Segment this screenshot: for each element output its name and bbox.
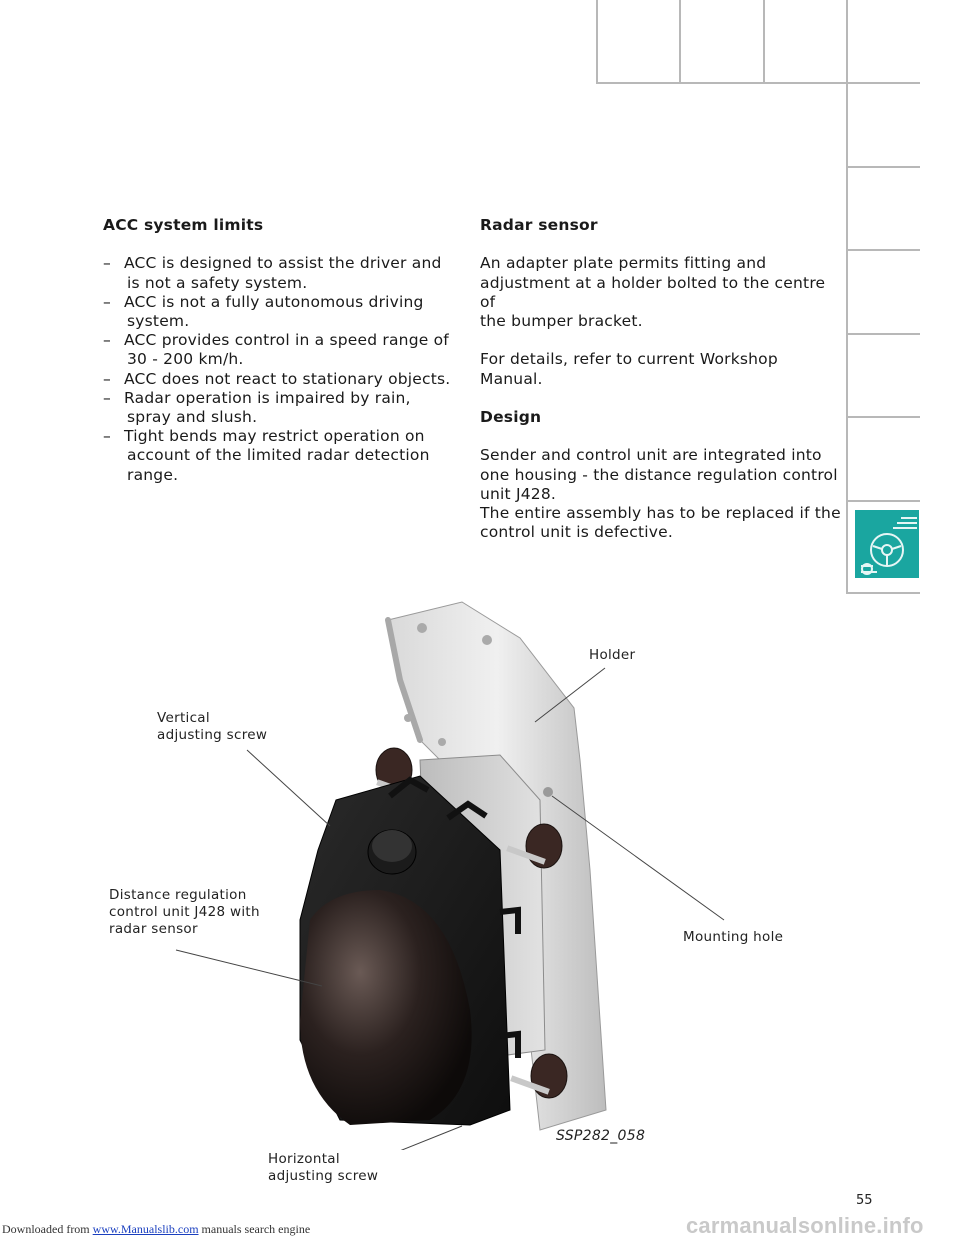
- label-control-unit: Distance regulation control unit J428 with radar sensor: [109, 887, 260, 937]
- frame-line: [846, 500, 920, 502]
- list-item: – ACC is not a fully autonomous driving system.: [103, 292, 424, 330]
- section-heading: Radar sensor: [480, 216, 598, 234]
- download-footer: Downloaded from www.Manualslib.com manuals search engine: [2, 1222, 311, 1236]
- frame-line: [679, 0, 681, 84]
- label-horizontal-screw: Horizontal adjusting screw: [268, 1151, 379, 1184]
- watermark: carmanualsonline.info: [686, 1213, 924, 1238]
- frame-line: [846, 333, 920, 335]
- leader-vertical: [247, 750, 330, 826]
- figure-caption: SSP282_058: [556, 1128, 646, 1144]
- section-heading: Design: [480, 407, 542, 426]
- left-column: [103, 216, 453, 485]
- frame-line: [846, 0, 848, 594]
- leader-horizontal: [382, 1126, 462, 1150]
- right-column: [480, 216, 842, 542]
- list-item: – Tight bends may restrict operation on account of the limited radar detection range.: [103, 427, 430, 484]
- radar-sensor-illustration: [0, 590, 960, 1150]
- label-holder: Holder: [589, 647, 636, 663]
- frame-line: [846, 166, 920, 168]
- list-item: – ACC provides control in a speed range of 30 - 200 km/h.: [103, 331, 449, 369]
- label-vertical-screw: Vertical adjusting screw: [157, 710, 268, 743]
- chapter-tab-icon: [855, 510, 919, 578]
- frame-line: [846, 249, 920, 251]
- label-mounting-hole: Mounting hole: [683, 929, 784, 945]
- limits-list: [103, 254, 453, 484]
- list-item: – Radar operation is impaired by rain, spray and slush.: [103, 388, 411, 427]
- paragraph: An adapter plate permits fitting and adjustment at a holder bolted to the centre of the bumper bracket.: [480, 254, 826, 330]
- list-item: – ACC is designed to assist the driver and is not a safety system.: [103, 254, 442, 292]
- page-number: 55: [856, 1193, 873, 1208]
- manualslib-link[interactable]: www.Manualslib.com: [92, 1222, 199, 1236]
- frame-line: [596, 0, 598, 84]
- frame-line: [596, 82, 920, 84]
- frame-line: [846, 416, 920, 418]
- list-item: – ACC does not react to stationary objects.: [103, 369, 451, 388]
- paragraph: For details, refer to current Workshop Manual.: [480, 350, 778, 388]
- paragraph: Sender and control unit are integrated into one housing - the distance regulation control unit J428.: [480, 446, 838, 503]
- frame-line: [763, 0, 765, 84]
- section-heading: ACC system limits: [103, 216, 264, 234]
- paragraph: The entire assembly has to be replaced if the control unit is defective.: [480, 503, 841, 542]
